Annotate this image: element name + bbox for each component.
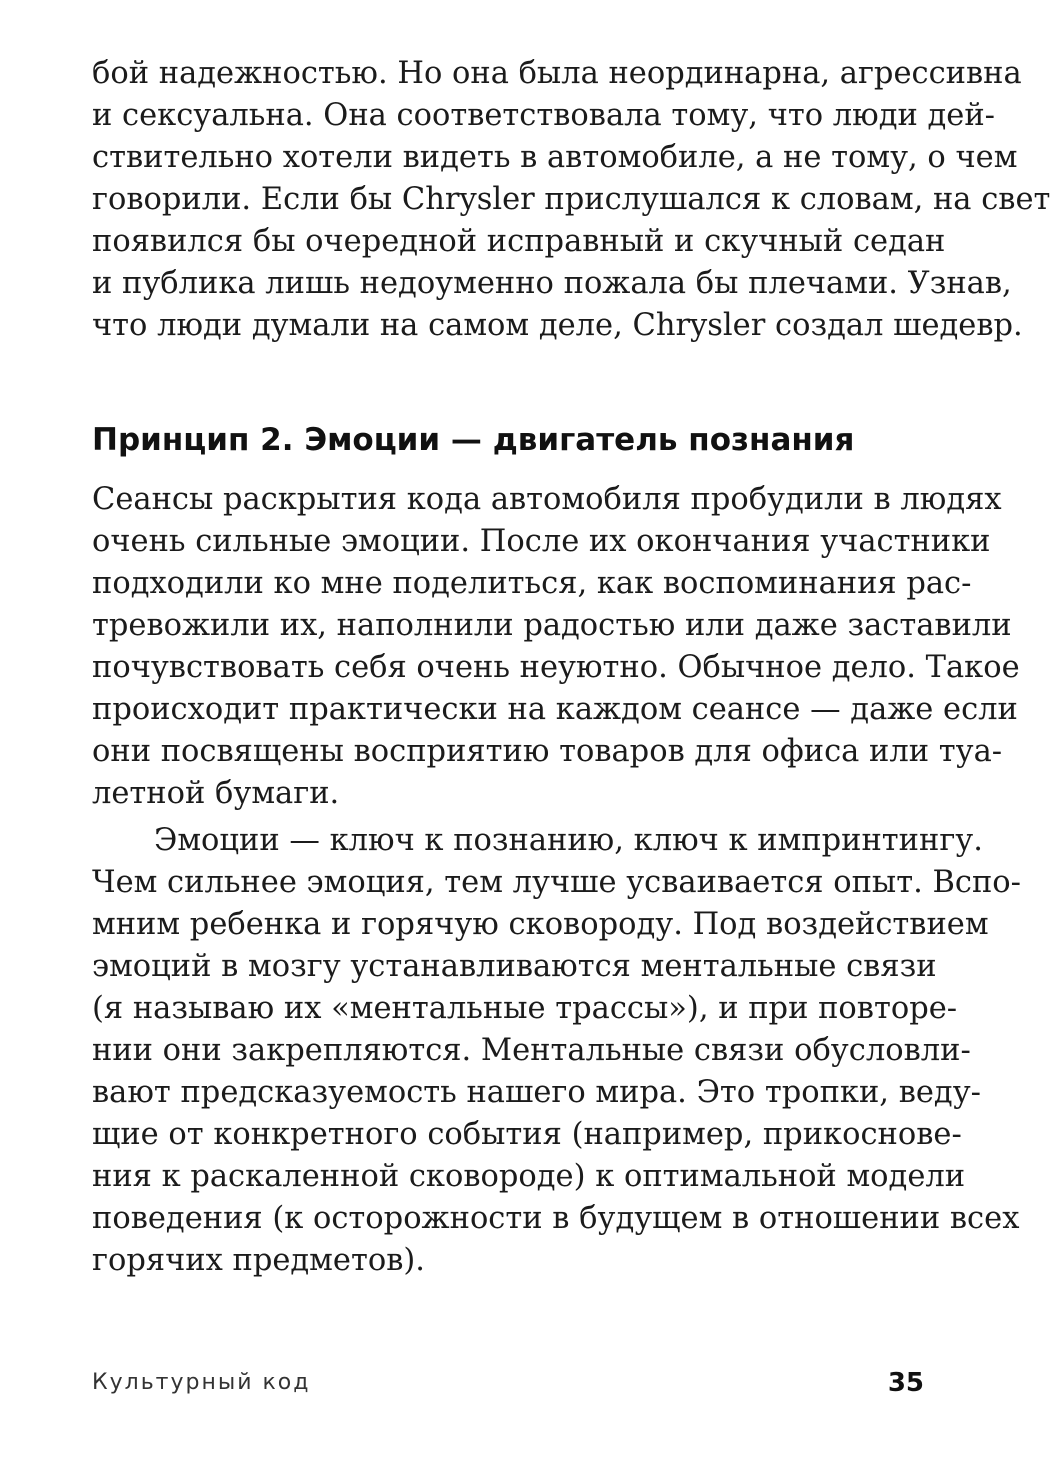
text-line: летной бумаги. — [92, 776, 340, 811]
text-line: Сеансы раскрытия кода автомобиля пробудили в людях — [92, 482, 1002, 517]
text-line: и сексуальна. Она соответствовала тому, что люди дей- — [92, 98, 995, 133]
text-line: мним ребенка и горячую сковороду. Под воздействием — [92, 907, 989, 942]
text-line: и публика лишь недоуменно пожала бы плечами. Узнав, — [92, 266, 1012, 301]
text-line: ния к раскаленной сковороде) к оптимальной модели — [92, 1159, 966, 1194]
text-line: тревожили их, наполнили радостью или даже заставили — [92, 608, 1012, 643]
text-line: щие от конкретного события (например, прикоснове- — [92, 1117, 962, 1152]
text-line: (я называю их «ментальные трассы»), и при повторе- — [92, 991, 958, 1026]
text-line: подходили ко мне поделиться, как воспоминания рас- — [92, 566, 972, 601]
text-line: ствительно хотели видеть в автомобиле, а не тому, о чем — [92, 140, 1018, 175]
text-line: очень сильные эмоции. После их окончания участники — [92, 524, 991, 559]
page-number: 35 — [887, 1368, 924, 1398]
text-line: почувствовать себя очень неуютно. Обычное дело. Такое — [92, 650, 1020, 685]
text-line: бой надежностью. Но она была неординарна, агрессивна — [92, 56, 1022, 91]
text-line: появился бы очередной исправный и скучный седан — [92, 224, 946, 259]
running-footer-title: Культурный код — [92, 1370, 311, 1395]
text-line: они посвящены восприятию товаров для офиса или туа- — [92, 734, 1003, 769]
text-line: Эмоции — ключ к познанию, ключ к импринтингу. — [154, 823, 983, 858]
text-line: говорили. Если бы Chrysler прислушался к словам, на свет — [92, 182, 1050, 217]
section-heading: Принцип 2. Эмоции — двигатель познания — [92, 422, 855, 458]
text-line: горячих предметов). — [92, 1243, 425, 1278]
text-line: что люди думали на самом деле, Chrysler создал шедевр. — [92, 308, 1023, 343]
text-line: происходит практически на каждом сеансе — даже если — [92, 692, 1018, 727]
text-line: эмоций в мозгу устанавливаются ментальные связи — [92, 949, 937, 984]
text-line: Чем сильнее эмоция, тем лучше усваивается опыт. Вспо- — [92, 865, 1021, 900]
text-line: поведения (к осторожности в будущем в отношении всех — [92, 1201, 1020, 1236]
text-line: вают предсказуемость нашего мира. Это тропки, веду- — [92, 1075, 981, 1110]
text-line: нии они закрепляются. Ментальные связи обусловли- — [92, 1033, 971, 1068]
